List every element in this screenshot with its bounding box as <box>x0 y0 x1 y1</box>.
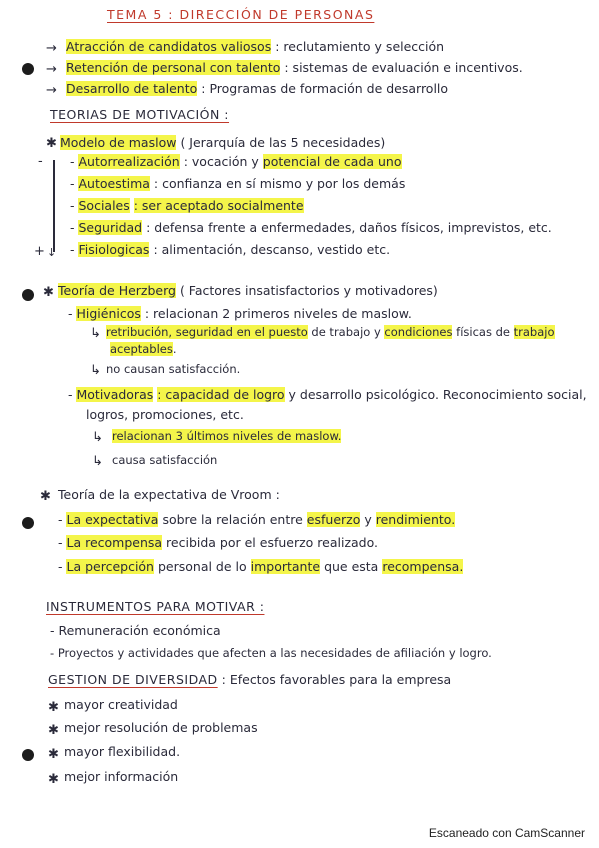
motivadores-sub1 <box>112 429 341 443</box>
higienicos-sub-hl: retribución, seguridad en el puesto <box>106 325 308 339</box>
maslow-title: Modelo de maslow <box>60 135 177 150</box>
vroom-item-hl: esfuerzo <box>306 512 361 527</box>
motivadores-text: : capacidad de logro <box>157 387 285 402</box>
maslow-level-text: : alimentación, descanso, vestido etc. <box>153 242 391 257</box>
herzberg-title-line <box>58 283 438 299</box>
motivadores-cont: logros, promociones, etc. <box>86 407 244 422</box>
maslow-level-text: : confianza en sí mismo y por los demás <box>153 176 406 191</box>
vroom-item-text: que esta <box>324 559 379 574</box>
vroom-item-hl: recompensa. <box>382 559 464 574</box>
scanner-watermark: Escaneado con CamScanner <box>428 826 585 840</box>
punch-hole-icon <box>22 749 34 761</box>
intro-item-text: : Programas de formación de desarrollo <box>201 81 449 96</box>
return-arrow-icon: ↳ <box>92 430 103 445</box>
asterisk-icon: ✱ <box>48 772 59 787</box>
asterisk-icon: ✱ <box>46 136 57 151</box>
arrow-right-icon: → <box>46 41 57 56</box>
maslow-level-text: : vocación y <box>183 154 259 169</box>
herzberg-title: Teoría de Herzberg <box>58 283 176 298</box>
page-title: TEMA 5 : DIRECCIÓN DE PERSONAS <box>107 7 375 22</box>
maslow-level: - Sociales : ser aceptado socialmente <box>70 198 304 213</box>
maslow-level-text: : ser aceptado socialmente <box>133 198 304 213</box>
maslow-level-label: Sociales <box>78 198 130 213</box>
instrumentos-item-text: Remuneración económica <box>58 623 221 638</box>
intro-item-text: : sistemas de evaluación e incentivos. <box>284 60 523 75</box>
diversidad-item: mayor creatividad <box>64 697 178 712</box>
maslow-title-line <box>60 135 385 151</box>
maslow-subtitle: ( Jerarquía de las 5 necesidades) <box>180 135 386 150</box>
arrow-right-icon: → <box>46 62 57 77</box>
asterisk-icon: ✱ <box>40 489 51 504</box>
motivadores-sub2: causa satisfacción <box>112 453 218 467</box>
vroom-title: Teoría de la expectativa de Vroom : <box>58 487 280 502</box>
motivadores-label: Motivadoras <box>76 387 154 402</box>
arrow-down-icon: ↓ <box>47 246 57 259</box>
maslow-level-label: Autorrealización <box>78 154 180 169</box>
higienicos-line: - Higiénicos : relacionan 2 primeros niveles de maslow. <box>68 306 412 321</box>
section-heading: TEORIAS DE MOTIVACIÓN : <box>50 107 230 122</box>
asterisk-icon: ✱ <box>48 723 59 738</box>
punch-hole-icon <box>22 517 34 529</box>
motivadores-line: - Motivadoras : capacidad de logro y desarrollo psicológico. Reconocimiento social, <box>68 387 587 402</box>
vroom-item-text: personal de lo <box>157 559 247 574</box>
maslow-level: - Seguridad : defensa frente a enfermedades, daños físicos, imprevistos, etc. <box>70 220 552 235</box>
return-arrow-icon: ↳ <box>92 454 103 469</box>
maslow-level-label: Autoestima <box>78 176 150 191</box>
instrumentos-item: - Remuneración económica <box>50 623 221 638</box>
diversidad-heading-line <box>48 672 451 688</box>
vroom-item: - La expectativa sobre la relación entre esfuerzo y rendimiento. <box>58 512 456 527</box>
higienicos-sub-cont: aceptables. <box>110 342 177 356</box>
diversidad-item: mejor información <box>64 769 179 784</box>
arrow-right-icon: → <box>46 83 57 98</box>
higienicos-sub-hl: condiciones <box>384 325 453 339</box>
instrumentos-item-text: Proyectos y actividades que afecten a las necesidades de afiliación y logro. <box>57 646 492 660</box>
intro-item <box>66 60 523 76</box>
vroom-item-hl: La expectativa <box>66 512 159 527</box>
maslow-level: - Fisiologicas : alimentación, descanso, vestido etc. <box>70 242 391 257</box>
vroom-item-hl: La percepción <box>66 559 154 574</box>
section-heading: GESTION DE DIVERSIDAD <box>48 672 218 687</box>
vroom-item-text: y <box>364 512 372 527</box>
vroom-item-hl: rendimiento. <box>375 512 456 527</box>
motivadores-text: y desarrollo psicológico <box>288 387 435 402</box>
intro-item-label: Retención de personal con talento <box>66 60 281 75</box>
vroom-item-text: recibida por el esfuerzo realizado. <box>166 535 379 550</box>
asterisk-icon: ✱ <box>48 700 59 715</box>
intro-item-text: : reclutamiento y selección <box>275 39 445 54</box>
asterisk-icon: ✱ <box>43 285 54 300</box>
higienicos-sub-hl: trabajo <box>513 325 555 339</box>
higienicos-sub-text: físicas de <box>456 325 510 339</box>
higienicos-sub-hl: aceptables <box>110 342 173 356</box>
maslow-level-highlight: potencial de cada uno <box>262 154 402 169</box>
plus-icon: + <box>34 244 45 259</box>
motivadores-sub-hl: relacionan 3 últimos niveles de maslow. <box>112 429 342 443</box>
herzberg-subtitle: ( Factores insatisfactorios y motivadores) <box>179 283 438 298</box>
higienicos-text: : relacionan 2 primeros niveles de maslow. <box>144 306 412 321</box>
diversidad-item: mejor resolución de problemas <box>64 720 258 735</box>
higienicos-sub <box>106 325 555 339</box>
diversidad-note: : Efectos favorables para la empresa <box>221 672 452 687</box>
vroom-item-hl: importante <box>250 559 321 574</box>
maslow-level-label: Fisiologicas <box>78 242 150 257</box>
maslow-level: - Autoestima : confianza en sí mismo y por los demás <box>70 176 406 191</box>
section-heading: INSTRUMENTOS PARA MOTIVAR : <box>46 599 265 614</box>
asterisk-icon: ✱ <box>48 747 59 762</box>
hierarchy-line <box>53 160 55 252</box>
intro-item <box>66 39 444 55</box>
diversidad-item: mayor flexibilidad. <box>64 744 181 759</box>
higienicos-label: Higiénicos <box>76 306 141 321</box>
maslow-level-label: Seguridad <box>78 220 143 235</box>
maslow-level: - Autorrealización : vocación y potencial de cada uno <box>70 154 402 169</box>
dash-icon: - <box>38 154 43 169</box>
punch-hole-icon <box>22 289 34 301</box>
maslow-level-text: : defensa frente a enfermedades, daños físicos, imprevistos, etc. <box>146 220 552 235</box>
intro-item-label: Desarrollo de talento <box>66 81 198 96</box>
vroom-item: - La recompensa recibida por el esfuerzo realizado. <box>58 535 379 550</box>
higienicos-sub2: no causan satisfacción. <box>106 362 241 376</box>
punch-hole-icon <box>22 63 34 75</box>
higienicos-sub-text: de trabajo y <box>311 325 381 339</box>
vroom-item: - La percepción personal de lo importante que esta recompensa. <box>58 559 464 574</box>
return-arrow-icon: ↳ <box>90 363 101 378</box>
vroom-item-hl: La recompensa <box>66 535 163 550</box>
intro-item-label: Atracción de candidatos valiosos <box>66 39 272 54</box>
vroom-item-text: sobre la relación entre <box>162 512 303 527</box>
return-arrow-icon: ↳ <box>90 326 101 341</box>
motivadores-text: . Reconocimiento social, <box>434 387 587 402</box>
intro-item <box>66 81 448 97</box>
instrumentos-item: - Proyectos y actividades que afecten a las necesidades de afiliación y logro. <box>50 646 492 660</box>
